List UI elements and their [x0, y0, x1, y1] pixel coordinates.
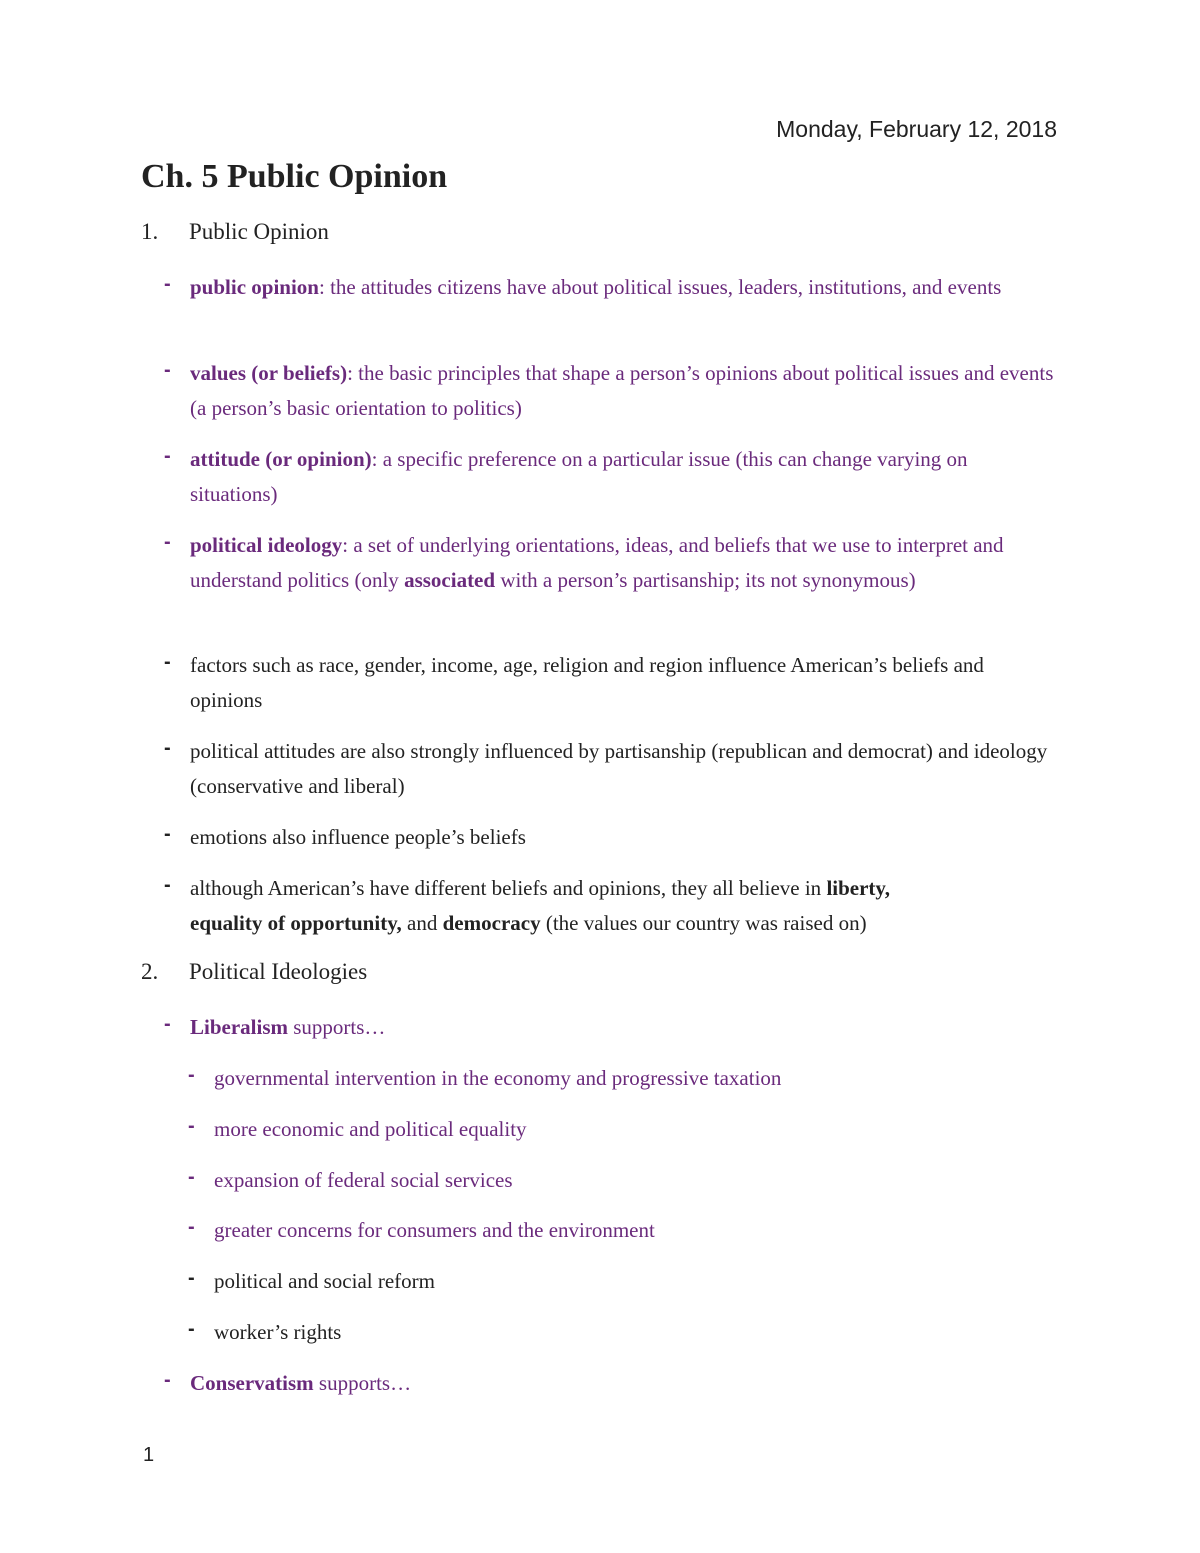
list-item-political-ideology	[164, 528, 1060, 598]
section-title: Political Ideologies	[189, 959, 368, 984]
term-attitude: attitude (or opinion)	[190, 447, 372, 471]
bullet-dash: -	[164, 1013, 171, 1035]
list-item-factors	[164, 648, 1060, 718]
section-heading-public-opinion	[141, 219, 329, 245]
item-text: political and social reform	[214, 1269, 436, 1293]
sub-list-item	[188, 1061, 1060, 1096]
item-text: factors such as race, gender, income, age, religion and region influence American’s beliefs and opinions	[190, 653, 984, 712]
list-item-conservatism	[164, 1366, 1060, 1401]
bullet-dash: -	[188, 1166, 195, 1188]
section-number: 2.	[141, 959, 159, 984]
item-text: although American’s have different beliefs and opinions, they all believe in	[190, 876, 827, 900]
list-item-liberalism	[164, 1010, 1060, 1045]
bullet-dash: -	[164, 359, 171, 381]
item-text: greater concerns for consumers and the environment	[214, 1218, 655, 1242]
list-item-attitude	[164, 442, 1060, 512]
item-text: governmental intervention in the economy and progressive taxation	[214, 1066, 782, 1090]
section-heading-political-ideologies	[141, 959, 367, 985]
bullet-dash: -	[164, 874, 171, 896]
term-liberalism: Liberalism	[190, 1015, 288, 1039]
item-text: supports…	[288, 1015, 386, 1039]
definition-text: : the attitudes citizens have about political issues, leaders, institutions, and events	[318, 275, 1002, 299]
page-number: 1	[143, 1444, 155, 1466]
list-item-partisanship	[164, 734, 1060, 804]
definition-text-end: with a person’s partisanship; its not synonymous)	[495, 568, 916, 592]
definition-text: : the basic principles that shape a person’s opinions about political issues and events (a person’s basic orientation to politics)	[190, 361, 1054, 420]
sub-list-item	[188, 1264, 1060, 1299]
sub-list-item	[188, 1213, 1060, 1248]
value-liberty: liberty,	[826, 876, 891, 900]
term-political-ideology: political ideology	[190, 533, 343, 557]
section-number: 1.	[141, 219, 159, 244]
bullet-dash: -	[164, 531, 171, 553]
item-text: supports…	[313, 1371, 412, 1395]
bullet-dash: -	[188, 1318, 195, 1340]
item-text: more economic and political equality	[214, 1117, 527, 1141]
bullet-dash: -	[164, 651, 171, 673]
emphasis-associated: associated	[404, 568, 496, 592]
bullet-dash: -	[188, 1115, 195, 1137]
item-text: emotions also influence people’s beliefs	[190, 825, 526, 849]
item-text: expansion of federal social services	[214, 1168, 513, 1192]
bullet-dash: -	[164, 737, 171, 759]
section-title: Public Opinion	[189, 219, 329, 244]
list-item-emotions	[164, 820, 1060, 855]
conjunction: and	[401, 911, 443, 935]
bullet-dash: -	[188, 1267, 195, 1289]
sub-list-item	[188, 1163, 1060, 1198]
date-header: Monday, February 12, 2018	[776, 116, 1057, 142]
bullet-dash: -	[164, 823, 171, 845]
value-equality: equality of opportunity,	[190, 911, 402, 935]
page-title: Ch. 5 Public Opinion	[141, 158, 448, 195]
definition-text: : a set of underlying orientations, ideas, and beliefs that we use to interpret and understand politics (only	[190, 533, 1004, 592]
term-public-opinion: public opinion	[190, 275, 319, 299]
term-values: values (or beliefs)	[190, 361, 348, 385]
bullet-dash: -	[188, 1216, 195, 1238]
item-text: political attitudes are also strongly influenced by partisanship (republican and democrat) and ideology (conservative and liberal)	[190, 739, 1048, 798]
list-item-values	[164, 356, 1060, 426]
item-text-end: (the values our country was raised on)	[540, 911, 867, 935]
bullet-dash: -	[164, 445, 171, 467]
list-item-shared-values	[164, 871, 1060, 941]
term-conservatism: Conservatism	[190, 1371, 314, 1395]
bullet-dash: -	[164, 273, 171, 295]
item-text: worker’s rights	[214, 1320, 342, 1344]
bullet-dash: -	[188, 1064, 195, 1086]
list-item-public-opinion	[164, 270, 1060, 305]
sub-list-item	[188, 1112, 1060, 1147]
value-democracy: democracy	[442, 911, 541, 935]
sub-list-item	[188, 1315, 1060, 1350]
definition-text: : a specific preference on a particular issue (this can change varying on situations)	[190, 447, 968, 506]
bullet-dash: -	[164, 1369, 171, 1391]
